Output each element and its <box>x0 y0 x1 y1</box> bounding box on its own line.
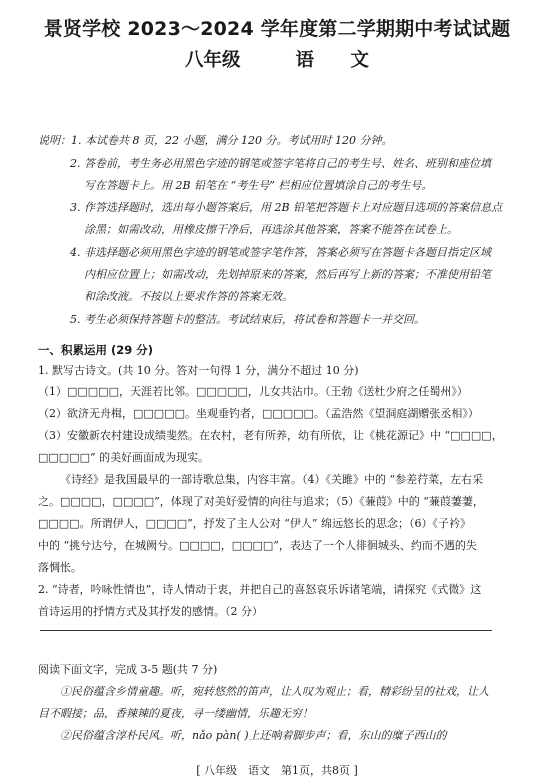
reading-line: ①民俗蕴含乡情童趣。听，宛转悠然的笛声，让人叹为观止；看，精彩纷呈的社戏，让人 <box>60 685 489 698</box>
reading-heading: 阅读下面文字，完成 3-5 题(共 7 分) <box>38 663 218 676</box>
answer-line <box>40 630 492 631</box>
question-line: （2）欲济无舟楫，□□□□□。坐观垂钓者，□□□□□。（孟浩然《望洞庭湖赠张丞相》） <box>38 407 479 420</box>
question-line: （1）□□□□□，天涯若比邻。□□□□□，儿女共沾巾。（王勃《送杜少府之任蜀州》） <box>38 385 468 398</box>
question-line: □□□□□” 的美好画面成为现实。 <box>38 451 210 464</box>
instruction-line: 内相应位置上；如需改动，先划掉原来的答案，然后再写上新的答案；不准使用铅笔 <box>84 268 491 281</box>
instruction-line: 和涂改液。不按以上要求作答的答案无效。 <box>84 290 293 303</box>
question-line: 《诗经》是我国最早的一部诗歌总集，内容丰富。（4）《关雎》中的 “参差荇菜，左右采 <box>60 473 484 486</box>
question-line: 之。□□□□，□□□□”，体现了对美好爱情的向往与追求；（5）《蒹葭》中的 “蒹葭萋萋， <box>38 495 484 508</box>
instruction-line: 4. 非选择题必须用黑色字迹的钢笔或签字笔作答，答案必须写在答题卡各题目指定区域 <box>70 246 491 259</box>
reading-line: 目不暇接；品，香辣辣的夏夜，寻一缕幽情，乐趣无穷！ <box>38 707 313 720</box>
reading-line: ②民俗蕴含淳朴民风。听，nǎo pàn( )上还响着脚步声；看，东山的糜子西山的 <box>60 729 447 742</box>
question-line: 落惆怅。 <box>38 561 82 574</box>
instruction-line: 涂黑；如需改动，用橡皮擦干净后，再选涂其他答案，答案不能答在试卷上。 <box>84 223 458 236</box>
exam-title: 景贤学校 2023～2024 学年度第二学期期中考试试题 <box>43 18 511 40</box>
question-line: □□□□。所谓伊人，□□□□”，抒发了主人公对 “伊人” 绵远悠长的思念；（6）《子衿》 <box>38 517 472 530</box>
question-line: 中的 “挑兮达兮，在城阙兮。□□□□，□□□□”，表达了一个人徘徊城头、约而不遇的失 <box>38 539 477 552</box>
question-1-prompt: 1. 默写古诗文。(共 10 分。答对一句得 1 分，满分不超过 10 分) <box>38 364 359 377</box>
exam-subtitle: 八年级 语 文 <box>185 50 369 71</box>
section-heading: 一、积累运用 (29 分) <box>38 343 154 357</box>
question-2-line: 首诗运用的抒情方式及其抒发的感情。（2 分） <box>38 605 263 618</box>
question-line: （3）安徽新农村建设成绩斐然。在农村，老有所养，幼有所依，让《桃花源记》中 “□□□□， <box>38 429 503 442</box>
instruction-line: 5. 考生必须保持答题卡的整洁。考试结束后，将试卷和答题卡一并交回。 <box>70 313 425 326</box>
instruction-line: 写在答题卡上。用 2B 铅笔在 “考生号” 栏相应位置填涂自己的考生号。 <box>84 179 433 192</box>
instruction-line: 2. 答卷前，考生务必用黑色字迹的钢笔或签字笔将自己的考生号、姓名、班别和座位填 <box>70 157 491 170</box>
page-footer: [ 八年级 语文 第1页，共8页 ] <box>196 764 358 777</box>
question-2-line: 2. “诗者，吟咏性情也”，诗人情动于衷，并把自己的喜怒哀乐诉诸笔端，请探究《式微》这 <box>38 583 482 596</box>
instruction-line: 说明：1. 本试卷共 8 页，22 小题，满分 120 分。考试用时 120 分钟。 <box>38 134 393 147</box>
instruction-line: 3. 作答选择题时，选出每小题答案后，用 2B 铅笔把答题卡上对应题目选项的答案信息点 <box>70 201 503 214</box>
